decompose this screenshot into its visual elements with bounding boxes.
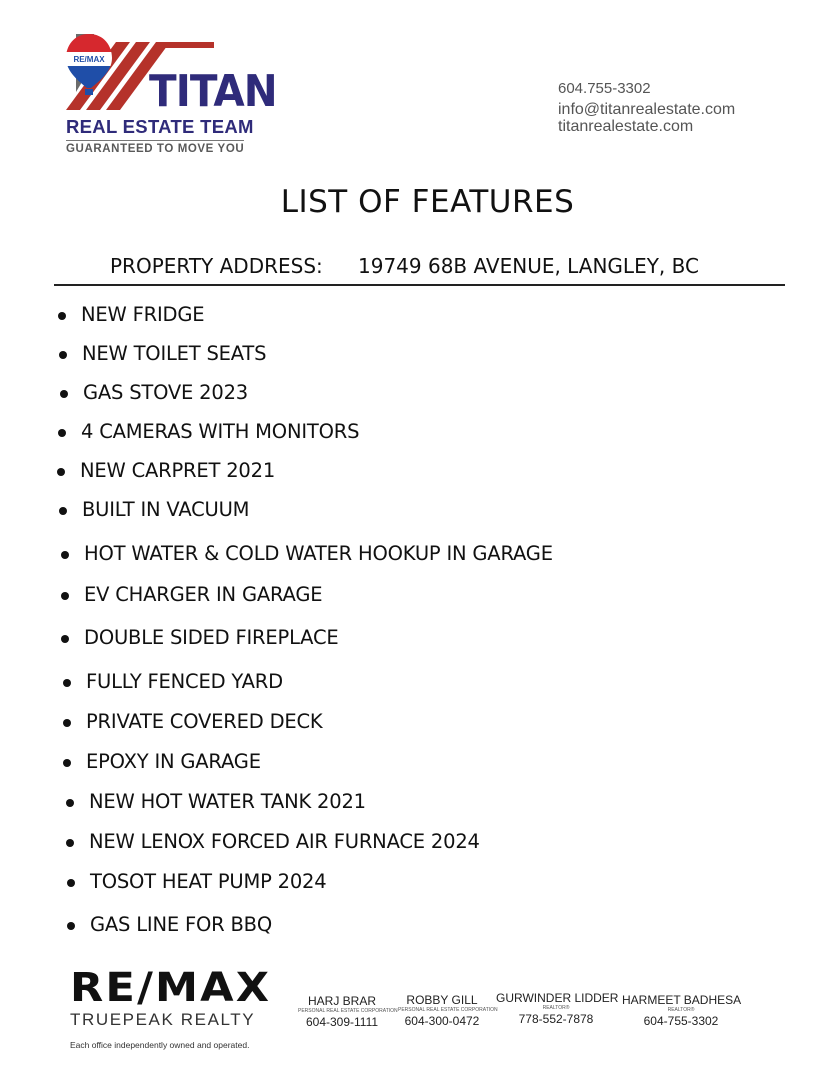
- bullet-icon: [63, 759, 71, 767]
- agent-card: [298, 994, 398, 1029]
- bullet-icon: [63, 719, 71, 727]
- bullet-icon: [59, 351, 67, 359]
- brokerage-name: RE/MAX: [70, 965, 272, 1011]
- bullet-icon: [63, 679, 71, 687]
- bullet-icon: [66, 839, 74, 847]
- agent-phone: 604-755-3302: [643, 1014, 719, 1028]
- feature-text: EV CHARGER IN GARAGE: [84, 583, 323, 606]
- agent-phone: 604-300-0472: [404, 1014, 480, 1028]
- bullet-icon: [58, 429, 66, 437]
- balloon-text: RE/MAX: [73, 55, 105, 64]
- bullet-icon: [61, 635, 69, 643]
- feature-text: GAS STOVE 2023: [83, 381, 249, 404]
- bullet-icon: [59, 507, 67, 515]
- agent-card: [496, 991, 619, 1026]
- bullet-icon: [67, 879, 75, 887]
- agent-card: [398, 993, 498, 1028]
- feature-text: BUILT IN VACUUM: [82, 498, 250, 521]
- agent-card: [622, 993, 740, 1028]
- feature-text: GAS LINE FOR BBQ: [90, 913, 272, 936]
- agent-role: PERSONAL REAL ESTATE CORPORATION: [398, 1007, 498, 1013]
- agent-name: HARJ BRAR: [307, 994, 376, 1008]
- agent-role: REALTOR®: [667, 1007, 695, 1013]
- feature-text: NEW TOILET SEATS: [82, 342, 267, 365]
- brokerage-logo: [70, 965, 272, 1050]
- feature-text: HOT WATER & COLD WATER HOOKUP IN GARAGE: [84, 542, 553, 565]
- feature-text: FULLY FENCED YARD: [86, 670, 283, 693]
- agent-role: REALTOR®: [542, 1005, 570, 1011]
- bullet-icon: [58, 312, 66, 320]
- feature-text: NEW HOT WATER TANK 2021: [89, 790, 366, 813]
- agent-name: ROBBY GILL: [406, 993, 478, 1007]
- address-label: PROPERTY ADDRESS:: [110, 254, 323, 278]
- agent-name: HARMEET BADHESA: [622, 993, 742, 1007]
- bullet-icon: [66, 799, 74, 807]
- bullet-icon: [61, 551, 69, 559]
- agent-phone: 604-309-1111: [305, 1015, 379, 1029]
- brokerage-sub: TRUEPEAK REALTY: [70, 1010, 256, 1029]
- bullet-icon: [57, 468, 65, 476]
- address-value: 19749 68B AVENUE, LANGLEY, BC: [358, 254, 699, 278]
- brand-tagline: GUARANTEED TO MOVE YOU: [66, 140, 244, 155]
- bullet-icon: [67, 922, 75, 930]
- feature-text: TOSOT HEAT PUMP 2024: [90, 870, 327, 893]
- feature-text: NEW LENOX FORCED AIR FURNACE 2024: [89, 830, 480, 853]
- feature-text: EPOXY IN GARAGE: [86, 750, 261, 773]
- contact-email: info@titanrealestate.com: [558, 101, 736, 118]
- brand-team: REAL ESTATE TEAM: [66, 116, 254, 137]
- disclaimer: Each office independently owned and operated.: [70, 1040, 250, 1050]
- feature-text: NEW CARPRET 2021: [80, 459, 276, 482]
- agent-phone: 778-552-7878: [518, 1012, 594, 1026]
- bullet-icon: [61, 592, 69, 600]
- feature-text: NEW FRIDGE: [81, 303, 205, 326]
- agent-name: GURWINDER LIDDER: [496, 991, 619, 1005]
- brand-name: TITAN: [149, 66, 277, 117]
- feature-text: 4 CAMERAS WITH MONITORS: [81, 420, 360, 443]
- page-title: LIST OF FEATURES: [280, 184, 575, 220]
- feature-text: DOUBLE SIDED FIREPLACE: [84, 626, 339, 649]
- contact-phone: 604.755-3302: [558, 80, 651, 97]
- bullet-icon: [60, 390, 68, 398]
- agent-role: PERSONAL REAL ESTATE CORPORATION: [298, 1008, 398, 1014]
- feature-text: PRIVATE COVERED DECK: [86, 710, 323, 733]
- contact-website: titanrealestate.com: [558, 118, 694, 135]
